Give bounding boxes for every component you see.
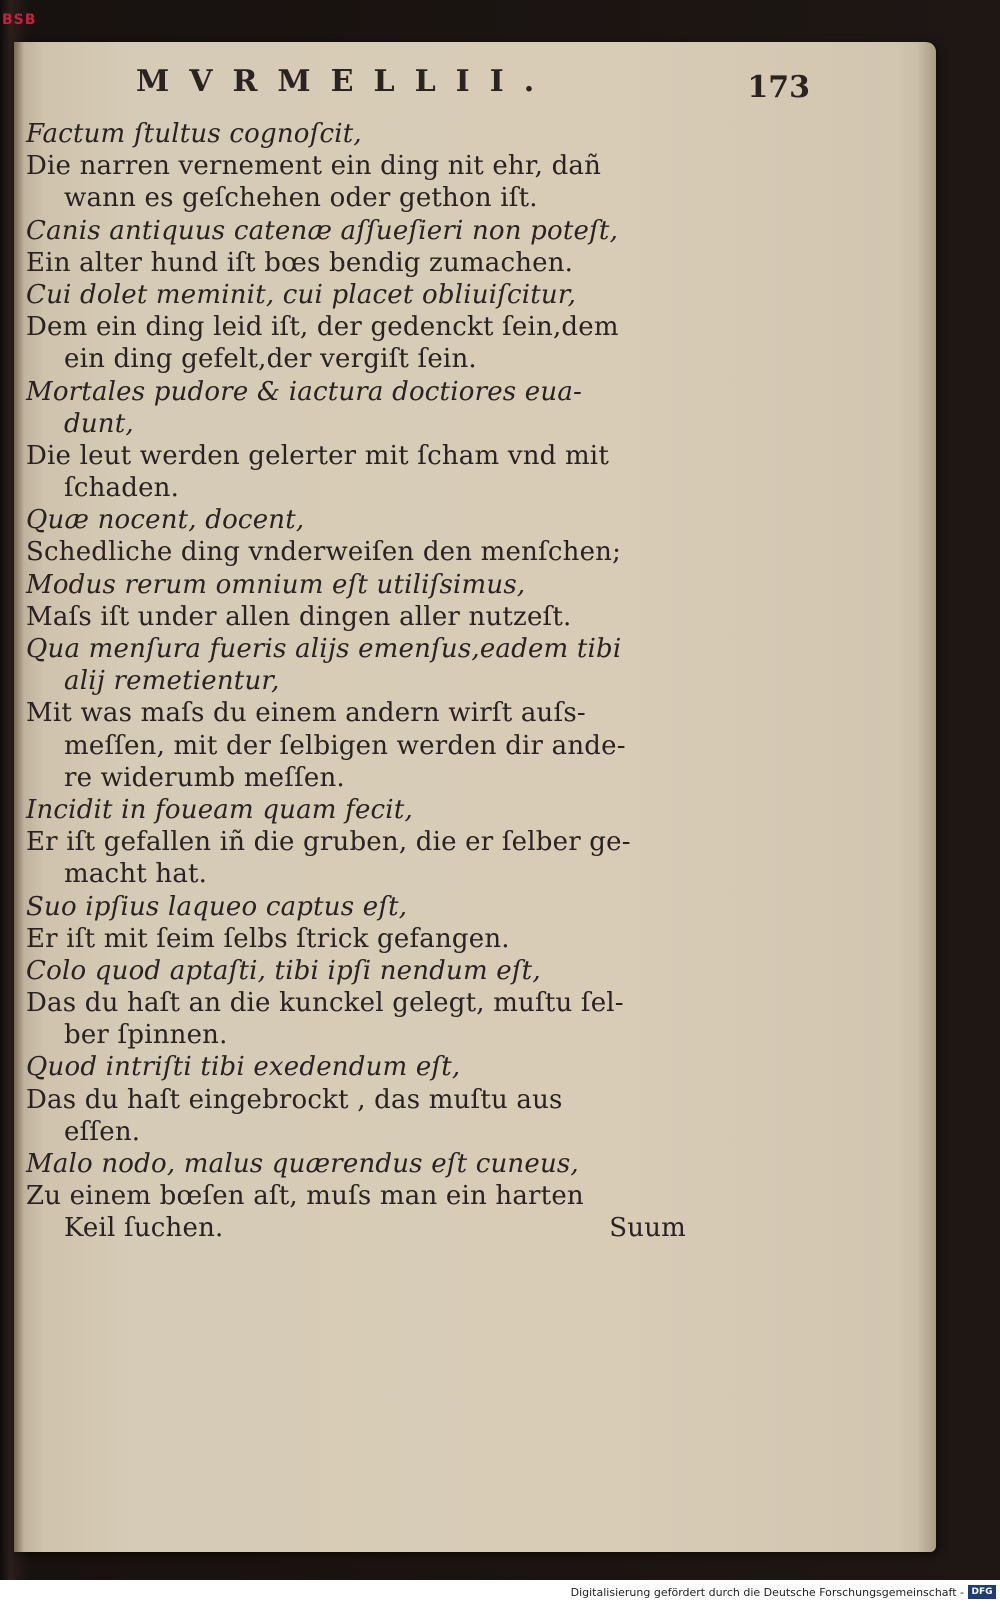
german-translation-line: wann es geſchehen oder gethon iſt.	[64, 183, 538, 214]
latin-proverb-line: Cui dolet meminit, cui placet obliuiſcitur,	[26, 279, 577, 310]
funding-credit: Digitalisierung gefördert durch die Deutsche Forschungsgemeinschaft -	[570, 1586, 964, 1599]
german-translation-line: Zu einem bœſen aſt, muſs man ein harten	[26, 1181, 584, 1212]
german-translation-line: Das du haſt eingebrockt , das muſtu aus	[26, 1084, 563, 1115]
german-translation-line: Schedliche ding vnderweiſen den menſchen;	[26, 537, 622, 568]
latin-proverb-line: Malo nodo, malus quærendus eſt cuneus,	[26, 1149, 579, 1179]
german-translation-line: Die leut werden gelerter mit ſcham vnd mit	[26, 440, 609, 471]
german-translation-line: re widerumb meſſen.	[64, 762, 345, 793]
running-head	[120, 64, 810, 110]
bsb-logo: BSB	[2, 12, 37, 28]
german-translation-line: Die narren vernement ein ding nit ehr, dañ	[26, 151, 602, 182]
german-translation-line: Ein alter hund iſt bœs bendig zumachen.	[26, 247, 574, 278]
latin-proverb-line: Mortales pudore & iactura doctiores eua-	[26, 376, 583, 407]
page-gutter	[14, 42, 24, 1552]
german-translation-line: eſſen.	[64, 1116, 141, 1147]
text-block	[26, 118, 686, 1245]
german-translation-line: Er iſt gefallen iñ die gruben, die er ſelber ge-	[26, 827, 631, 858]
german-translation-line: ber ſpinnen.	[64, 1020, 228, 1051]
german-translation-line: meſſen, mit der ſelbigen werden dir ande-	[64, 730, 626, 761]
running-title: MVRMELLII.	[136, 64, 555, 99]
latin-proverb-line: Modus rerum omnium eſt utiliſsimus,	[26, 569, 526, 600]
page-number: 173	[747, 70, 810, 105]
latin-proverb-line: alij remetientur,	[64, 666, 280, 697]
latin-proverb-line: Quæ nocent, docent,	[26, 505, 305, 536]
german-translation-line: Er iſt mit ſeim ſelbs ſtrick gefangen.	[26, 923, 510, 954]
latin-proverb-line: Quod intriſti tibi exedendum eſt,	[26, 1052, 461, 1083]
german-translation-line: Dem ein ding leid iſt, der gedenckt ſein,dem	[26, 312, 619, 343]
footer-bar	[0, 1580, 1000, 1606]
german-translation-line: Mit was maſs du einem andern wirſt auſs-	[26, 698, 586, 729]
german-translation-line: ein ding gefelt,der vergiſt ſein.	[64, 344, 477, 375]
german-translation-line: Das du haſt an die kunckel gelegt, muſtu ſel-	[26, 988, 624, 1019]
german-translation-line: ſchaden.	[64, 473, 180, 504]
german-translation-line: macht hat.	[64, 859, 208, 890]
latin-proverb-line: Suo ipſius laqueo captus eſt,	[26, 891, 408, 922]
dfg-logo: DFG	[968, 1585, 996, 1599]
latin-proverb-line: dunt,	[64, 408, 134, 439]
catchword: Suum	[609, 1213, 686, 1244]
latin-proverb-line: Canis antiquus catenæ aſſueſieri non poteſt,	[26, 215, 619, 246]
german-translation-line: Maſs iſt under allen dingen aller nutzeſt.	[26, 601, 572, 632]
latin-proverb-line: Colo quod aptaſti, tibi ipſi nendum eſt,	[26, 955, 541, 986]
german-translation-line: Keil ſuchen. Suum	[64, 1213, 686, 1244]
latin-proverb-line: Incidit in foueam quam fecit,	[26, 794, 413, 825]
latin-proverb-line: Factum ſtultus cognoſcit,	[26, 119, 362, 149]
latin-proverb-line: Qua menſura fueris alijs emenſus,eadem tibi	[26, 634, 622, 664]
